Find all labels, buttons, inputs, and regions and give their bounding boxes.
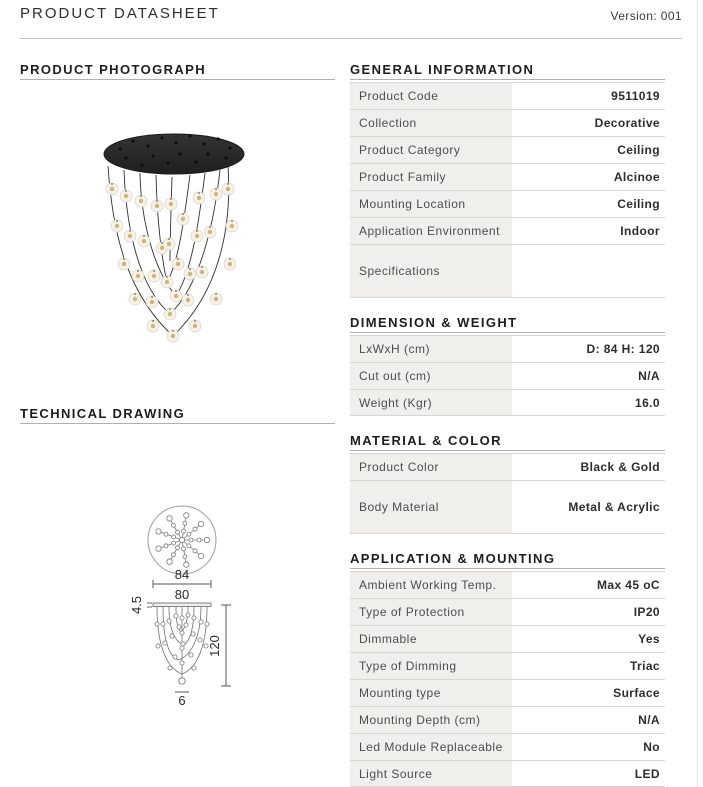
spec-section bbox=[350, 315, 665, 416]
dim-84-label: 84 bbox=[174, 567, 190, 582]
spec-row bbox=[350, 706, 665, 733]
dim-4-5-label: 4.5 bbox=[129, 595, 144, 615]
spec-label: Collection bbox=[350, 110, 512, 136]
spec-section bbox=[350, 62, 665, 298]
section-title: MATERIAL & COLOR bbox=[350, 433, 665, 451]
spec-value: N/A bbox=[638, 369, 660, 383]
spec-row bbox=[350, 389, 665, 416]
spec-table bbox=[350, 453, 665, 534]
spec-row bbox=[350, 480, 665, 534]
spec-value: Triac bbox=[629, 659, 660, 673]
spec-row bbox=[350, 453, 665, 480]
spec-row bbox=[350, 362, 665, 389]
drawing-dim-canopy-height bbox=[129, 596, 152, 614]
product-photo bbox=[20, 86, 335, 386]
drawing-dim-drop-height bbox=[207, 605, 231, 686]
header-divider bbox=[20, 38, 682, 39]
spec-label: Specifications bbox=[350, 245, 512, 297]
spec-value: No bbox=[643, 740, 660, 754]
spec-value: Ceiling bbox=[617, 143, 660, 157]
spec-value: Decorative bbox=[594, 116, 660, 130]
drawing-canopy-bar bbox=[153, 603, 211, 607]
drawing-top-view bbox=[148, 506, 216, 574]
spec-row bbox=[350, 571, 665, 598]
dim-80-label: 80 bbox=[174, 587, 190, 602]
spec-label: Body Material bbox=[350, 481, 512, 533]
spec-value: IP20 bbox=[633, 605, 660, 619]
spec-row bbox=[350, 335, 665, 362]
spec-label: Cut out (cm) bbox=[350, 363, 512, 389]
page-edge-line bbox=[697, 0, 698, 787]
dim-120-label: 120 bbox=[207, 635, 222, 657]
spec-label: Mounting type bbox=[350, 680, 512, 706]
drawing-dim-bottom-width bbox=[175, 692, 189, 708]
drawing-dim-outer-width bbox=[153, 567, 211, 588]
spec-row bbox=[350, 109, 665, 136]
spec-label: Dimmable bbox=[350, 626, 512, 652]
canopy bbox=[104, 134, 244, 174]
spec-sections bbox=[350, 62, 665, 787]
spec-value: N/A bbox=[638, 713, 660, 727]
spec-row bbox=[350, 163, 665, 190]
spec-value: Indoor bbox=[620, 224, 660, 238]
spec-row bbox=[350, 190, 665, 217]
spec-row bbox=[350, 625, 665, 652]
spec-label: Led Module Replaceable bbox=[350, 734, 512, 760]
spec-label: Application Environment bbox=[350, 218, 512, 244]
spec-label: Type of Dimming bbox=[350, 653, 512, 679]
spec-label: Mounting Depth (cm) bbox=[350, 707, 512, 733]
spec-label: Type of Protection bbox=[350, 599, 512, 625]
spec-row bbox=[350, 217, 665, 244]
spec-value: LED bbox=[634, 766, 660, 781]
spec-label: LxWxH (cm) bbox=[350, 336, 512, 362]
spec-value bbox=[512, 245, 665, 297]
spec-value: Metal & Acrylic bbox=[568, 500, 660, 514]
spec-table bbox=[350, 335, 665, 416]
spec-row bbox=[350, 652, 665, 679]
section-title: APPLICATION & MOUNTING bbox=[350, 551, 665, 569]
spec-value: 16.0 bbox=[635, 395, 660, 410]
spec-value: Yes bbox=[638, 632, 660, 646]
spec-label: Product Color bbox=[350, 454, 512, 480]
spec-section bbox=[350, 433, 665, 534]
left-column bbox=[20, 62, 335, 787]
spec-row bbox=[350, 598, 665, 625]
spec-label: Light Source bbox=[350, 761, 512, 786]
spec-label: Ambient Working Temp. bbox=[350, 572, 512, 598]
spec-row bbox=[350, 244, 665, 298]
photo-section-title: PRODUCT PHOTOGRAPH bbox=[20, 62, 335, 80]
spec-label: Product Category bbox=[350, 137, 512, 163]
section-title: GENERAL INFORMATION bbox=[350, 62, 665, 80]
spec-label: Mounting Location bbox=[350, 191, 512, 217]
spec-table bbox=[350, 571, 665, 787]
technical-drawing bbox=[20, 428, 335, 787]
spec-value: Alcinoe bbox=[613, 170, 660, 184]
spec-value: Black & Gold bbox=[580, 460, 660, 474]
spec-row bbox=[350, 136, 665, 163]
spec-value: Ceiling bbox=[617, 197, 660, 211]
page-title: PRODUCT DATASHEET bbox=[20, 5, 220, 22]
drawing-section-title: TECHNICAL DRAWING bbox=[20, 406, 335, 424]
spec-value: 9511019 bbox=[611, 89, 660, 103]
spec-row bbox=[350, 760, 665, 787]
spec-label: Weight (Kgr) bbox=[350, 390, 512, 415]
spec-table bbox=[350, 82, 665, 298]
spec-label: Product Code bbox=[350, 83, 512, 109]
spec-row bbox=[350, 679, 665, 706]
version-label: Version: 001 bbox=[610, 9, 682, 23]
spec-label: Product Family bbox=[350, 164, 512, 190]
spec-value: Surface bbox=[613, 686, 660, 700]
dim-6-label: 6 bbox=[178, 693, 186, 708]
spec-row bbox=[350, 733, 665, 760]
spec-value: D: 84 H: 120 bbox=[586, 342, 660, 356]
section-title: DIMENSION & WEIGHT bbox=[350, 315, 665, 333]
spec-value: Max 45 oC bbox=[597, 578, 660, 592]
spec-row bbox=[350, 82, 665, 109]
spec-section bbox=[350, 551, 665, 787]
